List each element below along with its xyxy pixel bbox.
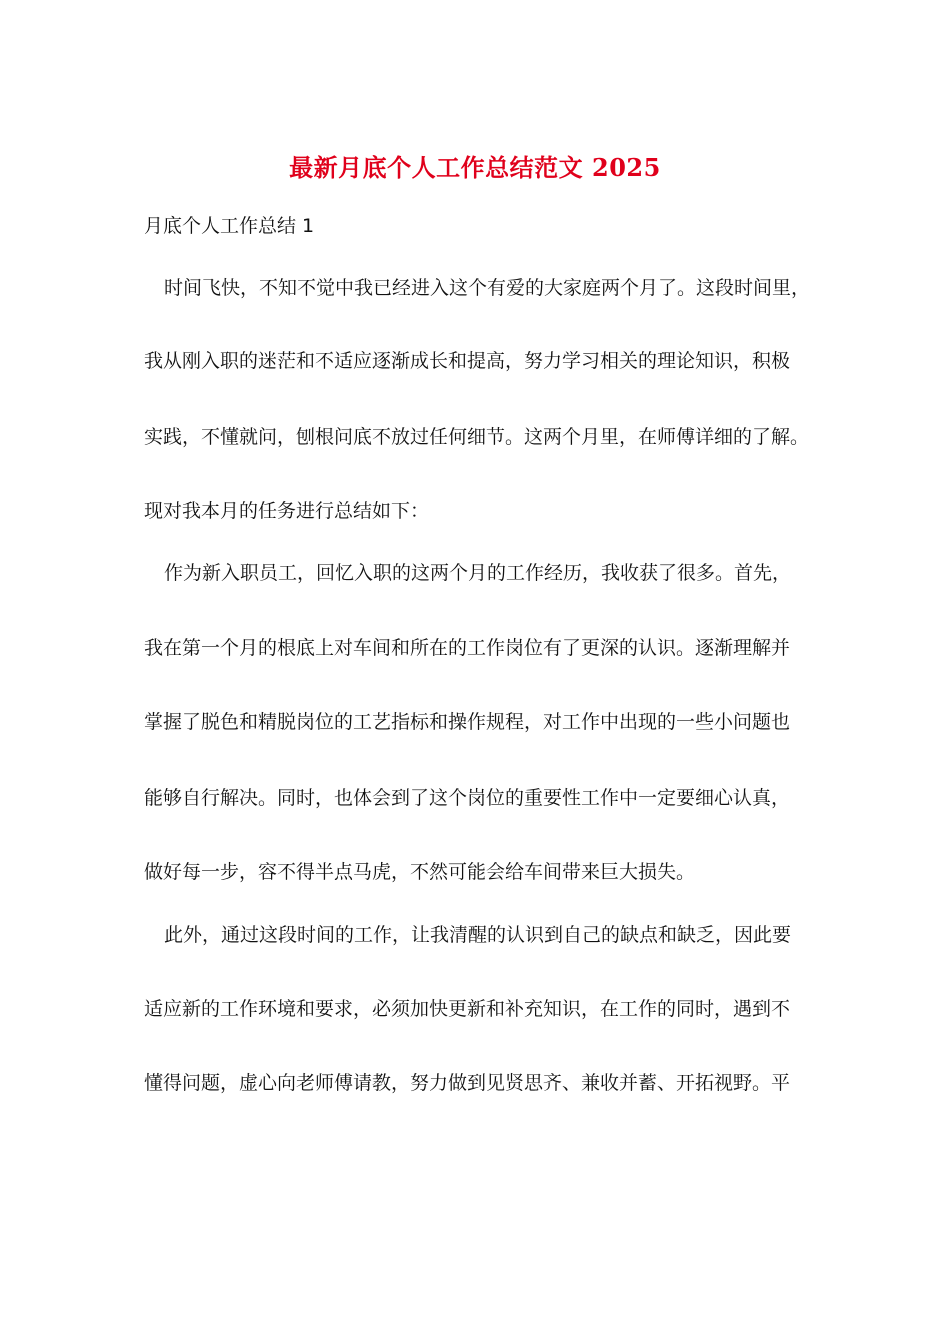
paragraph-line: 掌握了脱色和精脱岗位的工艺指标和操作规程，对工作中出现的一些小问题也 — [144, 711, 791, 733]
paragraph-line: 实践，不懂就问，刨根问底不放过任何细节。这两个月里，在师傅详细的了解。 — [144, 426, 810, 448]
paragraph-line: 做好每一步，容不得半点马虎，不然可能会给车间带来巨大损失。 — [144, 861, 696, 883]
paragraph-line: 适应新的工作环境和要求，必须加快更新和补充知识，在工作的同时，遇到不 — [144, 998, 791, 1020]
paragraph-line: 懂得问题，虚心向老师傅请教，努力做到见贤思齐、兼收并蓄、开拓视野。平 — [144, 1072, 791, 1094]
paragraph-line: 能够自行解决。同时，也体会到了这个岗位的重要性工作中一定要细心认真， — [144, 787, 791, 809]
paragraph-line: 我在第一个月的根底上对车间和所在的工作岗位有了更深的认识。逐渐理解并 — [144, 637, 791, 659]
document-title: 最新月底个人工作总结范文 2025 — [289, 153, 661, 182]
paragraph-line: 时间飞快，不知不觉中我已经进入这个有爱的大家庭两个月了。这段时间里， — [164, 277, 811, 299]
paragraph-line: 作为新入职员工，回忆入职的这两个月的工作经历，我收获了很多。首先， — [164, 562, 792, 584]
paragraph-line: 此外，通过这段时间的工作，让我清醒的认识到自己的缺点和缺乏，因此要 — [164, 924, 792, 946]
paragraph-line: 现对我本月的任务进行总结如下： — [144, 500, 430, 522]
paragraph-line: 我从刚入职的迷茫和不适应逐渐成长和提高，努力学习相关的理论知识，积极 — [144, 350, 791, 372]
section-heading: 月底个人工作总结 1 — [144, 215, 315, 237]
